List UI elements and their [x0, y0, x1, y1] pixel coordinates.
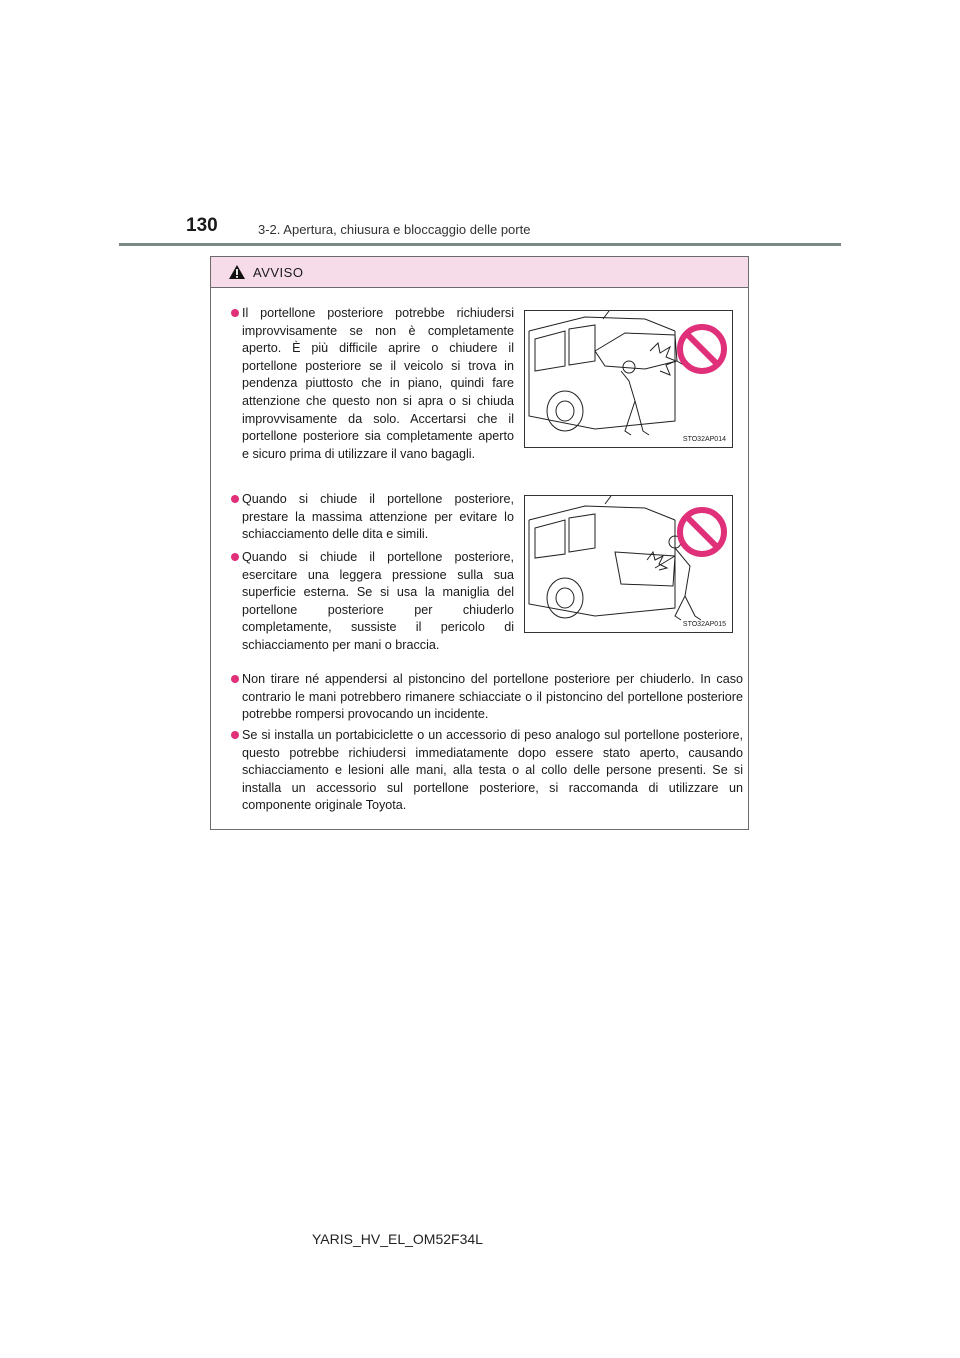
warning-bullet	[242, 305, 514, 463]
warning-bullet	[242, 727, 743, 815]
warning-bullet	[242, 671, 743, 724]
bullet-text: Quando si chiude il portellone posteriore, esercitare una leggera pressione sulla sua superficie esterna. Se si usa la maniglia del portellone posteriore per chiuderlo completamente, sussiste il pericolo di schiacciamento per mani o braccia.	[242, 550, 514, 652]
bullet-dot	[231, 309, 239, 317]
illustration-tailgate-closing	[524, 495, 733, 633]
illustration-code: STO32AP015	[682, 621, 726, 628]
bullet-text: Il portellone posteriore potrebbe richiudersi improvvisamente se non è completamente aperto. È più difficile aprire o chiudere il portellone posteriore se il veicolo si trova in pendenza piuttosto che in piano, quindi fare attenzione che questo non si apra o si chiuda improvvisamente da solo. Accertarsi che il portellone posteriore sia completamente aperto e sicuro prima di utilizzare il vano bagagli.	[242, 306, 514, 461]
prohibited-icon	[676, 506, 728, 563]
warning-bullet	[242, 491, 514, 544]
warning-box	[210, 256, 749, 830]
bullet-dot	[231, 495, 239, 503]
warning-triangle-icon	[228, 264, 246, 280]
prohibited-icon	[676, 323, 728, 380]
bullet-dot	[231, 731, 239, 739]
warning-header	[211, 257, 748, 288]
header-divider	[119, 243, 841, 246]
bullet-dot	[231, 675, 239, 683]
document-code: YARIS_HV_EL_OM52F34L	[312, 1231, 483, 1247]
bullet-dot	[231, 553, 239, 561]
section-title: 3-2. Apertura, chiusura e bloccaggio delle porte	[258, 222, 531, 237]
warning-label: AVVISO	[253, 264, 304, 280]
illustration-tailgate-opening	[524, 310, 733, 448]
bullet-text: Non tirare né appendersi al pistoncino del portellone posteriore per chiuderlo. In caso contrario le mani potrebbero rimanere schiacciate o il pistoncino del portellone posteriore potrebbe rompersi provocando un incidente.	[242, 672, 743, 722]
illustration-code: STO32AP014	[682, 436, 726, 443]
warning-bullet	[242, 549, 514, 655]
bullet-text: Se si installa un portabiciclette o un accessorio di peso analogo sul portellone posteriore, questo potrebbe richiudersi immediatamente dopo essere stato aperto, causando schiacciamento e lesioni alle mani, alla testa o al collo delle persone presenti. Se si installa un accessorio sul portellone posteriore, si raccomanda di utilizzare un componente originale Toyota.	[242, 728, 743, 813]
page-number: 130	[186, 215, 218, 236]
bullet-text: Quando si chiude il portellone posteriore, prestare la massima attenzione per evitare lo schiacciamento delle dita e simili.	[242, 492, 514, 542]
